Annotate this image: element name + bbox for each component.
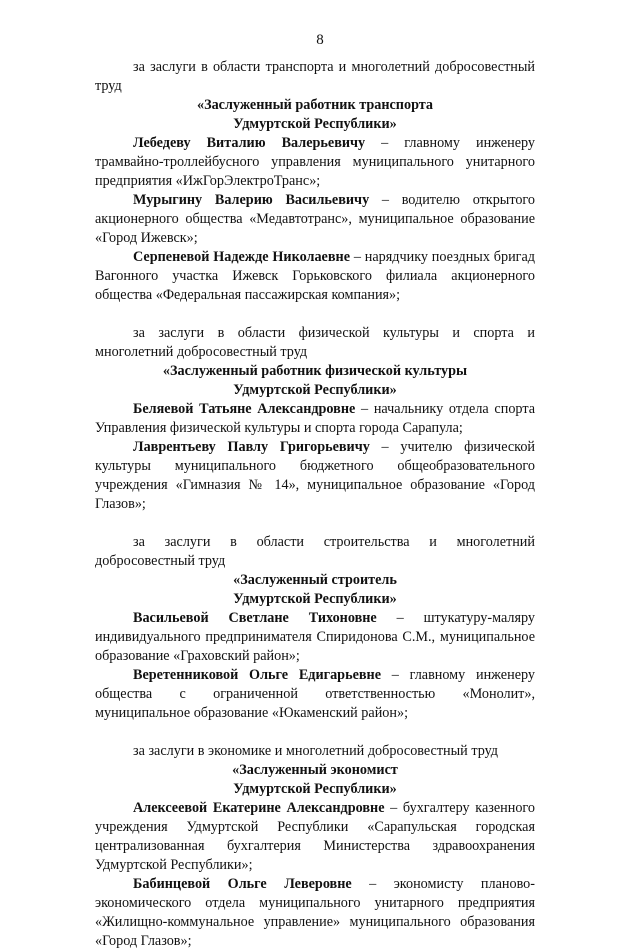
- recipient-position: – штукатуру-маляру индивидуального предпринимателя Спиридонова С.М., муниципальное образование «Граховский район»;: [95, 610, 535, 664]
- section-gap: [95, 723, 535, 742]
- recipient-position: – бухгалтеру казенного учреждения Удмуртской Республики «Сарапульская городская централизованная бухгалтерия Министерства здравоохранения Удмуртской Республики»;: [95, 800, 535, 873]
- recipient-name: Бабинцевой Ольге Леверовне: [133, 876, 352, 892]
- award-title: Удмуртской Республики»: [233, 116, 397, 132]
- recipient-name: Беляевой Татьяне Александровне: [133, 401, 356, 417]
- section-gap: [95, 305, 535, 324]
- recipient-position: – экономисту планово-экономического отдела муниципального унитарного предприятия «Жилищно-коммунальное управление» муниципального образования «Город Глазов»;: [95, 876, 536, 949]
- recipient-name: Серпеневой Надежде Николаевне: [133, 249, 350, 265]
- award-title: «Заслуженный работник физической культуры: [162, 363, 468, 379]
- recipient-position: – учителю физической культуры муниципального бюджетного общеобразовательного учреждения «Гимназия № 14», муниципальное образование «Город Глазов»;: [95, 439, 535, 512]
- recipient-position: – водителю открытого акционерного общества «Медавтотранс», муниципальное образование «Город Ижевск»;: [95, 192, 535, 246]
- award-entry: [95, 191, 535, 248]
- section-intro: за заслуги в области строительства и многолетний добросовестный труд: [95, 534, 535, 569]
- award-entry: [95, 400, 535, 438]
- recipient-position: – главному инженеру общества с ограниченной ответственностью «Монолит», муниципальное образование «Юкаменский район»;: [95, 667, 535, 721]
- recipient-name: Лаврентьеву Павлу Григорьевичу: [133, 439, 370, 455]
- award-title: «Заслуженный строитель: [233, 572, 397, 588]
- award-entry: [95, 248, 535, 305]
- section-intro: за заслуги в области физической культуры и спорта и многолетний добросовестный труд: [95, 325, 535, 360]
- award-title: «Заслуженный работник транспорта: [196, 97, 434, 113]
- recipient-position: – нарядчику поездных бригад Вагонного участка Ижевск Горьковского филиала акционерного общества «Федеральная пассажирская компания»;: [95, 249, 535, 303]
- award-title: Удмуртской Республики»: [233, 591, 397, 607]
- recipient-position: – главному инженеру трамвайно-троллейбусного управления муниципального унитарного предприятия «ИжГорЭлектроТранс»;: [95, 135, 535, 189]
- award-entry: [95, 438, 535, 514]
- recipient-name: Васильевой Светлане Тихоновне: [133, 610, 377, 626]
- award-entry: [95, 609, 535, 666]
- award-entry: [95, 875, 535, 951]
- award-entry: [95, 666, 535, 723]
- recipient-name: Веретенниковой Ольге Едигарьевне: [133, 667, 382, 683]
- award-title: «Заслуженный экономист: [232, 762, 398, 778]
- award-title: Удмуртской Республики»: [233, 781, 397, 797]
- recipient-name: Алексеевой Екатерине Александровне: [133, 800, 385, 816]
- section-gap: [95, 514, 535, 533]
- document-body: [95, 58, 535, 951]
- recipient-name: Мурыгину Валерию Васильевичу: [133, 192, 370, 208]
- recipient-position: – начальнику отдела спорта Управления физической культуры и спорта города Сарапула;: [95, 401, 535, 436]
- award-title: Удмуртской Республики»: [233, 382, 397, 398]
- page-number: 8: [316, 32, 324, 48]
- section-intro: за заслуги в экономике и многолетний добросовестный труд: [133, 743, 499, 759]
- section-intro: за заслуги в области транспорта и многолетний добросовестный труд: [95, 59, 535, 94]
- award-entry: [95, 134, 535, 191]
- award-entry: [95, 799, 535, 875]
- recipient-name: Лебедеву Виталию Валерьевичу: [133, 135, 366, 151]
